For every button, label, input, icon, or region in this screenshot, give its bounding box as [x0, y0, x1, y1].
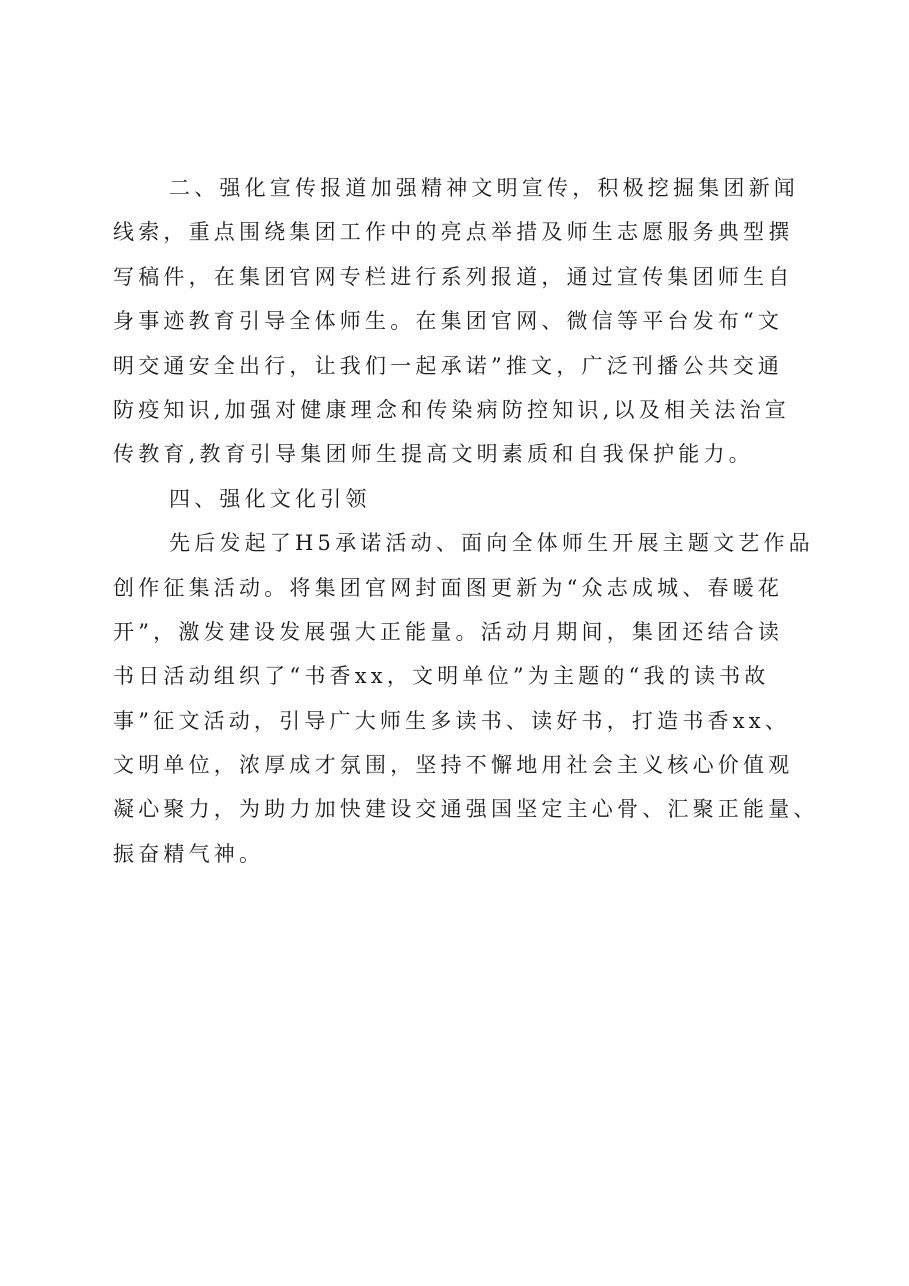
paragraph-line: 写稿件，在集团官网专栏进行系列报道，通过宣传集团师生自 [113, 264, 794, 289]
paragraph-line: 先后发起了H5承诺活动、面向全体师生开展主题文艺作品 [169, 531, 814, 556]
paragraph-line: 二、强化宣传报道加强精神文明宣传，积极挖掘集团新闻 [169, 176, 799, 200]
paragraph-line: 书日活动组织了“书香xx，文明单位”为主题的“我的读书故 [113, 664, 770, 689]
paragraph-line: 事”征文活动，引导广大师生多读书、读好书，打造书香xx、 [113, 708, 791, 733]
paragraph-line: 文明单位，浓厚成才氛围，坚持不懈地用社会主义核心价值观 [113, 753, 794, 778]
paragraph-line: 创作征集活动。将集团官网封面图更新为“众志成城、春暖花 [113, 575, 784, 600]
paragraph-line: 传教育,教育引导集团师生提高文明素质和自我保护能力。 [113, 442, 754, 467]
document-body [113, 166, 819, 876]
paragraph-publicity [113, 166, 813, 477]
heading-line: 四、强化文化引领 [169, 486, 371, 511]
paragraph-line: 凝心聚力，为助力加快建设交通强国坚定主心骨、汇聚正能量、 [113, 797, 819, 822]
paragraph-culture [113, 521, 819, 876]
paragraph-line: 防疫知识,加强对健康理念和传染病防控知识,以及相关法治宣 [113, 397, 790, 422]
paragraph-line: 明交通安全出行，让我们一起承诺”推文，广泛刊播公共交通 [113, 353, 784, 378]
paragraph-line: 振奋精气神。 [113, 841, 265, 866]
paragraph-line: 开”，激发建设发展强大正能量。活动月期间，集团还结合读 [113, 619, 784, 644]
section-heading [113, 477, 813, 521]
paragraph-line: 线索，重点围绕集团工作中的亮点举措及师生志愿服务典型撰 [113, 220, 794, 245]
paragraph-line: 身事迹教育引导全体师生。在集团官网、微信等平台发布“文 [113, 309, 784, 334]
